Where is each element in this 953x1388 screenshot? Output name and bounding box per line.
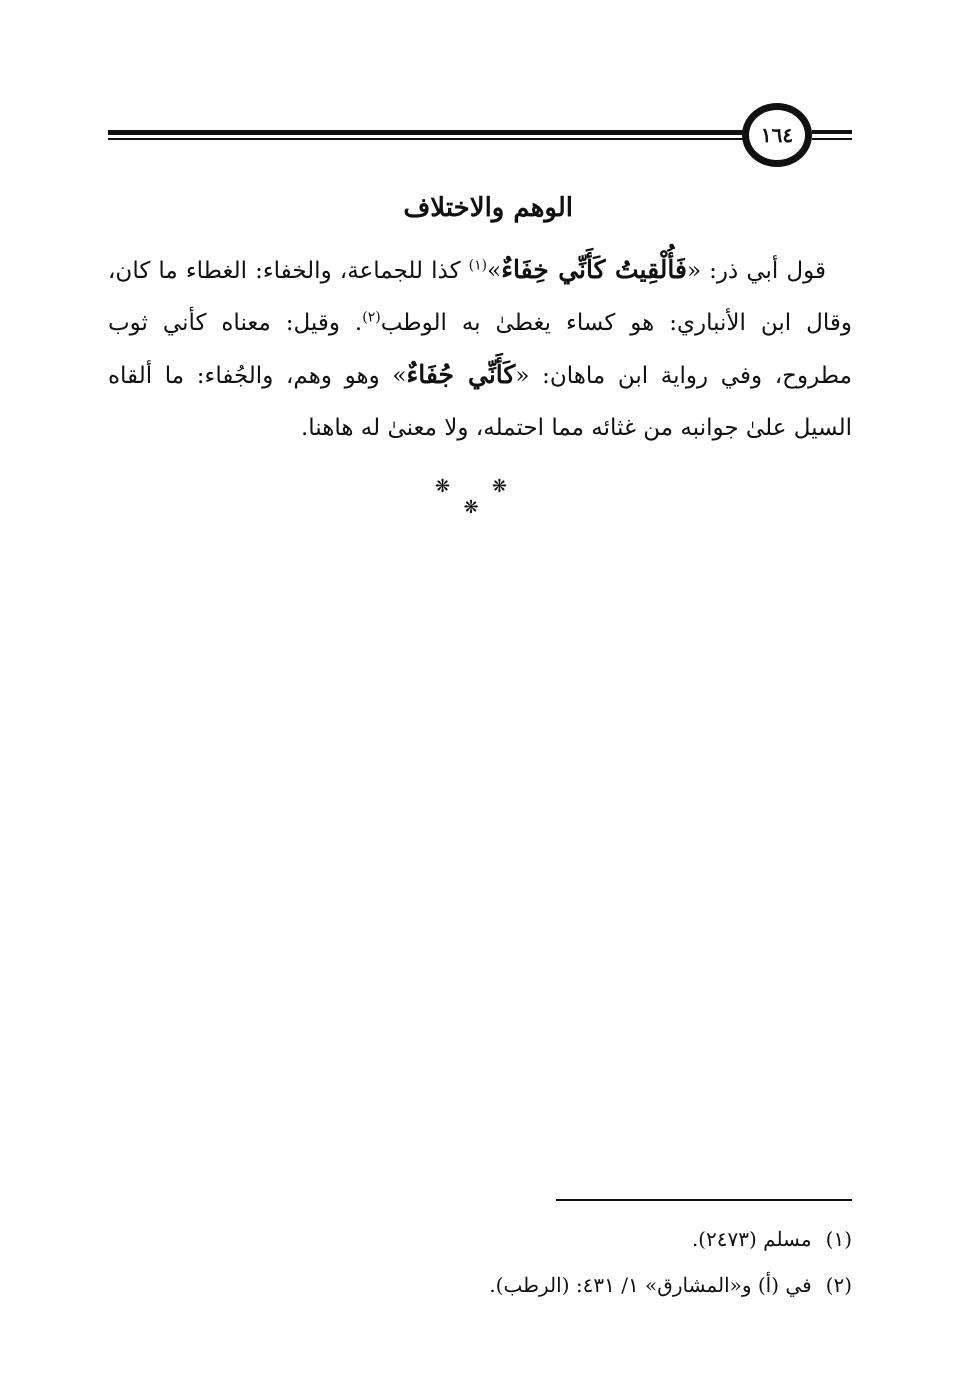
- header-rule: [108, 124, 748, 143]
- header-rule-right: [812, 130, 852, 142]
- header-rule-thick: [108, 130, 748, 135]
- header-rule-right-thin: [812, 138, 852, 140]
- text-segment: قول أبي ذر: «: [686, 258, 826, 284]
- footnote: [332, 1216, 852, 1262]
- text-segment: كذا للجماعة، والخفاء: الغطاء ما كان، وقال ابن الأنباري: هو كساء يغطىٰ به الوطب: [108, 258, 852, 336]
- footnote-ref: (٢): [362, 309, 381, 326]
- text-segment: . وقيل: معناه كأني ثوب مطروح، وفي رواية ابن ماهان: «: [108, 310, 852, 389]
- footnotes: [332, 1216, 852, 1308]
- quoted-phrase: كَأَنِّي جُفَاءٌ: [406, 360, 516, 389]
- footnote-text: في (أ) و«المشارق» ١/ ٤٣١: (الرطب).: [489, 1273, 812, 1297]
- header-rule-thin: [108, 138, 748, 140]
- footnote-rule: [556, 1199, 852, 1201]
- quoted-phrase: فَأُلْقِيتُ كَأَنِّي خِفَاءٌ: [501, 255, 687, 284]
- page-number: ١٦٤: [760, 123, 794, 147]
- body-paragraph: [108, 244, 852, 454]
- footnote: [332, 1262, 852, 1308]
- section-separator: ❋ ❋ ❋: [435, 476, 525, 518]
- text-segment: » وهو وهم، والجُفاء: ما ألقاه السيل علىٰ جوانبه من غثائه مما احتمله، ولا معنىٰ له هاهنا.: [108, 363, 852, 441]
- footnote-ref: (١): [468, 257, 488, 274]
- footnote-text: مسلم (٢٤٧٣).: [691, 1227, 812, 1251]
- page-number-badge: [742, 103, 812, 167]
- header-rule-right-thick: [812, 130, 852, 134]
- section-title: الوهم والاختلاف: [403, 193, 573, 223]
- text-segment: »: [487, 258, 502, 284]
- footnote-number: (١): [825, 1227, 852, 1251]
- paragraph: [108, 244, 852, 454]
- footnote-number: (٢): [825, 1273, 852, 1297]
